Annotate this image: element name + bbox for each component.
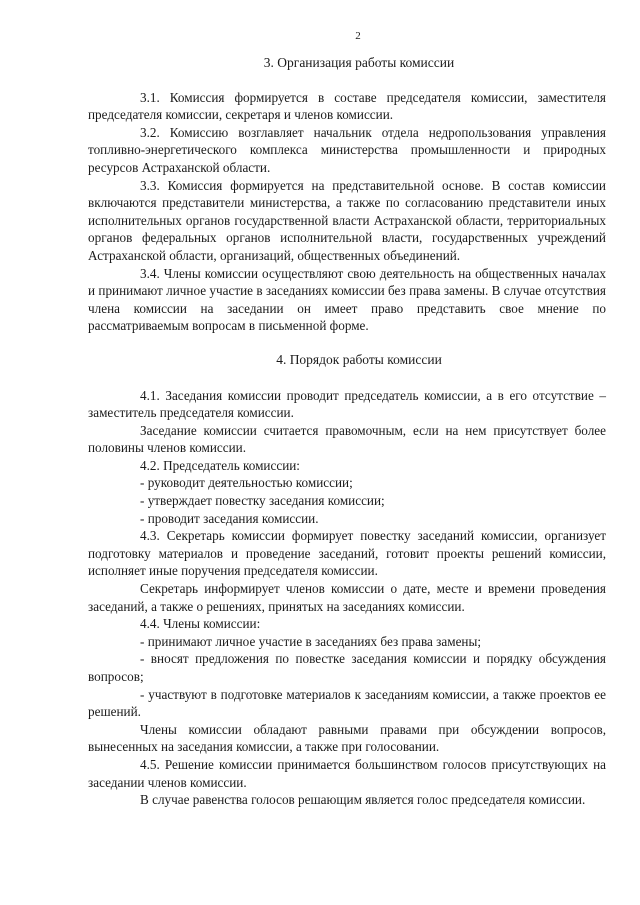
- paragraph-4-5: 4.5. Решение комиссии принимается большинством голосов присутствующих на заседании членов комиссии.: [88, 756, 606, 790]
- paragraph-equal-rights: Члены комиссии обладают равными правами при обсуждении вопросов, вынесенных на заседания комиссии, а также при голосовании.: [88, 721, 606, 755]
- paragraph-secretary-informs: Секретарь информирует членов комиссии о дате, месте и времени проведения заседаний, а также о решениях, принятых на заседаниях комиссии.: [88, 581, 606, 614]
- page-number: 2: [355, 30, 361, 42]
- paragraph-4-4: 4.4. Члены комиссии:: [140, 616, 261, 632]
- paragraph-4-1: 4.1. Заседания комиссии проводит председатель комиссии, а в его отсутствие – заместитель председателя комиссии.: [88, 387, 606, 421]
- paragraph-3-2: 3.2. Комиссию возглавляет начальник отдела недропользования управления топливно-энергетического комплекса министерства промышленности и природных ресурсов Астраханской области.: [88, 124, 606, 175]
- section-4-title: 4. Порядок работы комиссии: [276, 351, 442, 367]
- paragraph-quorum: Заседание комиссии считается правомочным, если на нем присутствует более половины членов комиссии.: [88, 422, 606, 456]
- list-item-members-2: - вносят предложения по повестке заседания комиссии и порядку обсуждения вопросов;: [88, 651, 606, 684]
- paragraph-3-3: 3.3. Комиссия формируется на представительной основе. В состав комиссии включаются представители министерства, а также по согласованию представители иных исполнительных органов государственной власти Астраханской области, территориальных органов федеральных органов исполнительной власти, государственных учреждений Астраханской области, организаций, общественных объединений.: [88, 177, 606, 263]
- list-item-chairman-3: - проводит заседания комиссии.: [140, 510, 319, 526]
- section-3-title: 3. Организация работы комиссии: [263, 55, 455, 70]
- paragraph-4-3: 4.3. Секретарь комиссии формирует повестку заседаний комиссии, организует подготовку материалов и проведение заседаний, готовит проекты решений комиссии, исполняет иные поручения председателя комиссии.: [88, 528, 606, 579]
- paragraph-3-1: 3.1. Комиссия формируется в составе председателя комиссии, заместителя председателя комиссии, секретаря и членов комиссии.: [88, 89, 606, 123]
- list-item-chairman-1: - руководит деятельностью комиссии;: [140, 475, 353, 491]
- document-body: [88, 54, 606, 809]
- list-item-members-1: - принимают личное участие в заседаниях без права замены;: [140, 633, 482, 649]
- list-item-chairman-2: - утверждает повестку заседания комиссии;: [140, 493, 385, 509]
- paragraph-tie-vote: В случае равенства голосов решающим является голос председателя комиссии.: [140, 792, 586, 808]
- paragraph-4-2: 4.2. Председатель комиссии:: [140, 457, 300, 473]
- paragraph-3-4: 3.4. Члены комиссии осуществляют свою деятельность на общественных началах и принимают личное участие в заседаниях комиссии без права замены. В случае отсутствия члена комиссии на заседании он имеет право представить свое мнение по рассматриваемым вопросам в письменной форме.: [88, 265, 606, 334]
- list-item-members-3: - участвуют в подготовке материалов к заседаниям комиссии, а также проектов ее решений.: [88, 686, 606, 720]
